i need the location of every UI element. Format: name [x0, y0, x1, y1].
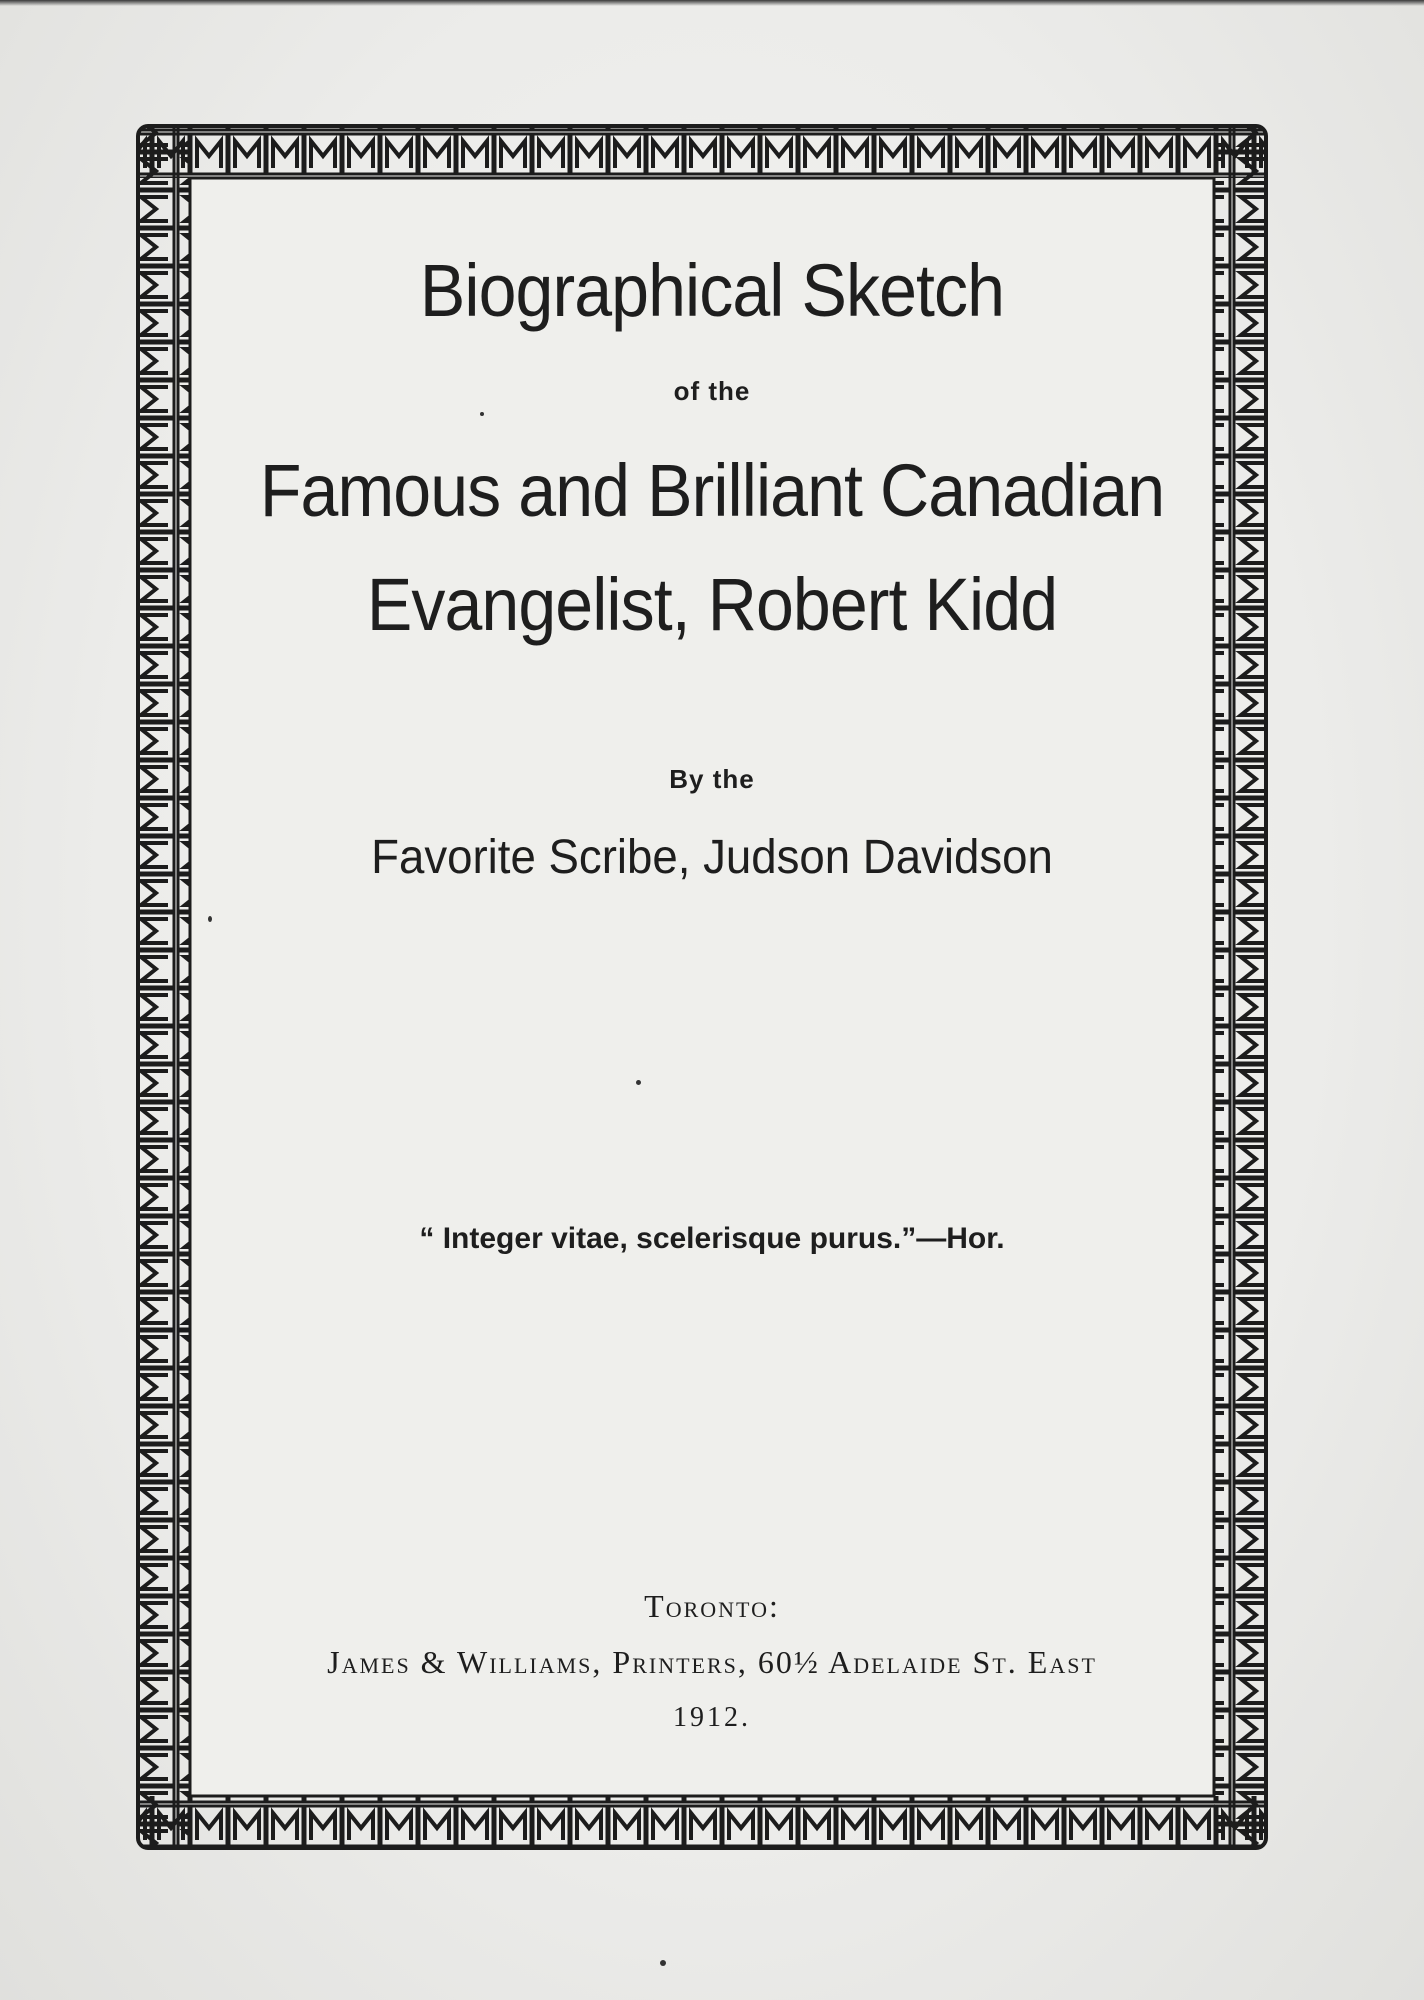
imprint-place: Toronto: — [644, 1588, 780, 1624]
ink-speck — [208, 916, 212, 922]
ink-speck — [660, 1960, 666, 1966]
title-line-3: Famous and Brilliant Canadian — [259, 449, 1165, 532]
ink-speck — [636, 1080, 641, 1085]
title-line-1: Biographical Sketch — [419, 249, 1005, 332]
imprint-year: 1912. — [673, 1702, 751, 1733]
epigraph: “ Integer vitae, scelerisque purus.”—Hor. — [419, 1222, 1005, 1255]
title-line-2: of the — [673, 376, 751, 406]
title-line-4: Evangelist, Robert Kidd — [366, 563, 1058, 646]
byline-prefix: By the — [669, 764, 755, 794]
author-name: Favorite Scribe, Judson Davidson — [371, 831, 1053, 884]
ink-speck — [480, 412, 484, 416]
imprint-publisher: James & Williams, Printers, 60½ Adelaide St. East — [327, 1644, 1097, 1680]
